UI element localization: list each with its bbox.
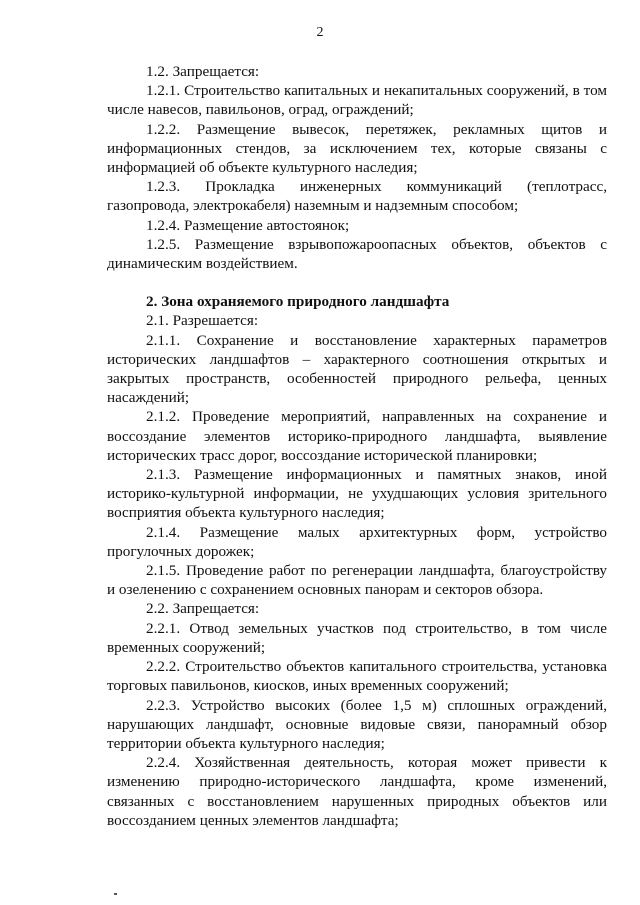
clause-1-2-2: 1.2.2. Размещение вывесок, перетяжек, рекламных щитов и информационных стендов, за исключением тех, которые связаны с информацией об объекте культурного наследия; <box>107 120 607 177</box>
clause-2-1-4: 2.1.4. Размещение малых архитектурных форм, устройство прогулочных дорожек; <box>107 523 607 560</box>
document-body <box>107 62 607 830</box>
section-2-heading: 2. Зона охраняемого природного ландшафта <box>146 293 450 311</box>
clause-2-2-1: 2.2.1. Отвод земельных участков под строительство, в том числе временных сооружений; <box>107 619 607 656</box>
clause-2-1-2: 2.1.2. Проведение мероприятий, направленных на сохранение и воссоздание элементов историко-природного ландшафта, выявление исторических трасс дорог, воссоздание исторической планировки; <box>107 408 607 464</box>
clause-1-2-1: 1.2.1. Строительство капитальных и некапитальных сооружений, в том числе навесов, павильонов, оград, ограждений; <box>107 82 607 119</box>
clause-2-1-3: 2.1.3. Размещение информационных и памятных знаков, иной историко-культурной информации, не ухудшающих условия зрительного восприятия объекта культурного наследия; <box>107 466 607 522</box>
scan-mark <box>114 893 117 895</box>
clause-2-2-3: 2.2.3. Устройство высоких (более 1,5 м) сплошных ограждений, нарушающих ландшафт, основные видовые связи, панорамный обзор территории объекта культурного наследия; <box>107 696 607 752</box>
clause-2-1-1: 2.1.1. Сохранение и восстановление характерных параметров исторических ландшафтов – характерного соотношения открытых и закрытых пространств, особенностей природного рельефа, ценных насаждений; <box>107 331 607 407</box>
clause-2-1: 2.1. Разрешается: <box>146 312 259 330</box>
clause-2-2-4: 2.2.4. Хозяйственная деятельность, которая может привести к изменению природно-исторического ландшафта, кроме изменений, связанных с восстановлением нарушенных природных объектов или воссозданием ценных элементов ландшафта; <box>107 754 607 829</box>
page-number: 2 <box>316 25 324 40</box>
clause-1-2: 1.2. Запрещается: <box>146 63 260 80</box>
clause-2-1-5: 2.1.5. Проведение работ по регенерации ландшафта, благоустройству и озеленению с сохранением основных панорам и секторов обзора. <box>107 562 607 599</box>
clause-1-2-4: 1.2.4. Размещение автостоянок; <box>146 216 350 234</box>
clause-1-2-5: 1.2.5. Размещение взрывопожароопасных объектов, объектов с динамическим воздействием. <box>107 235 607 273</box>
clause-1-2-3: 1.2.3. Прокладка инженерных коммуникаций (теплотрасс, газопровода, электрокабеля) наземным и надземным способом; <box>107 178 607 215</box>
clause-2-2-2: 2.2.2. Строительство объектов капитального строительства, установка торговых павильонов, киосков, иных временных сооружений; <box>107 658 607 695</box>
clause-2-2: 2.2. Запрещается: <box>146 600 260 618</box>
